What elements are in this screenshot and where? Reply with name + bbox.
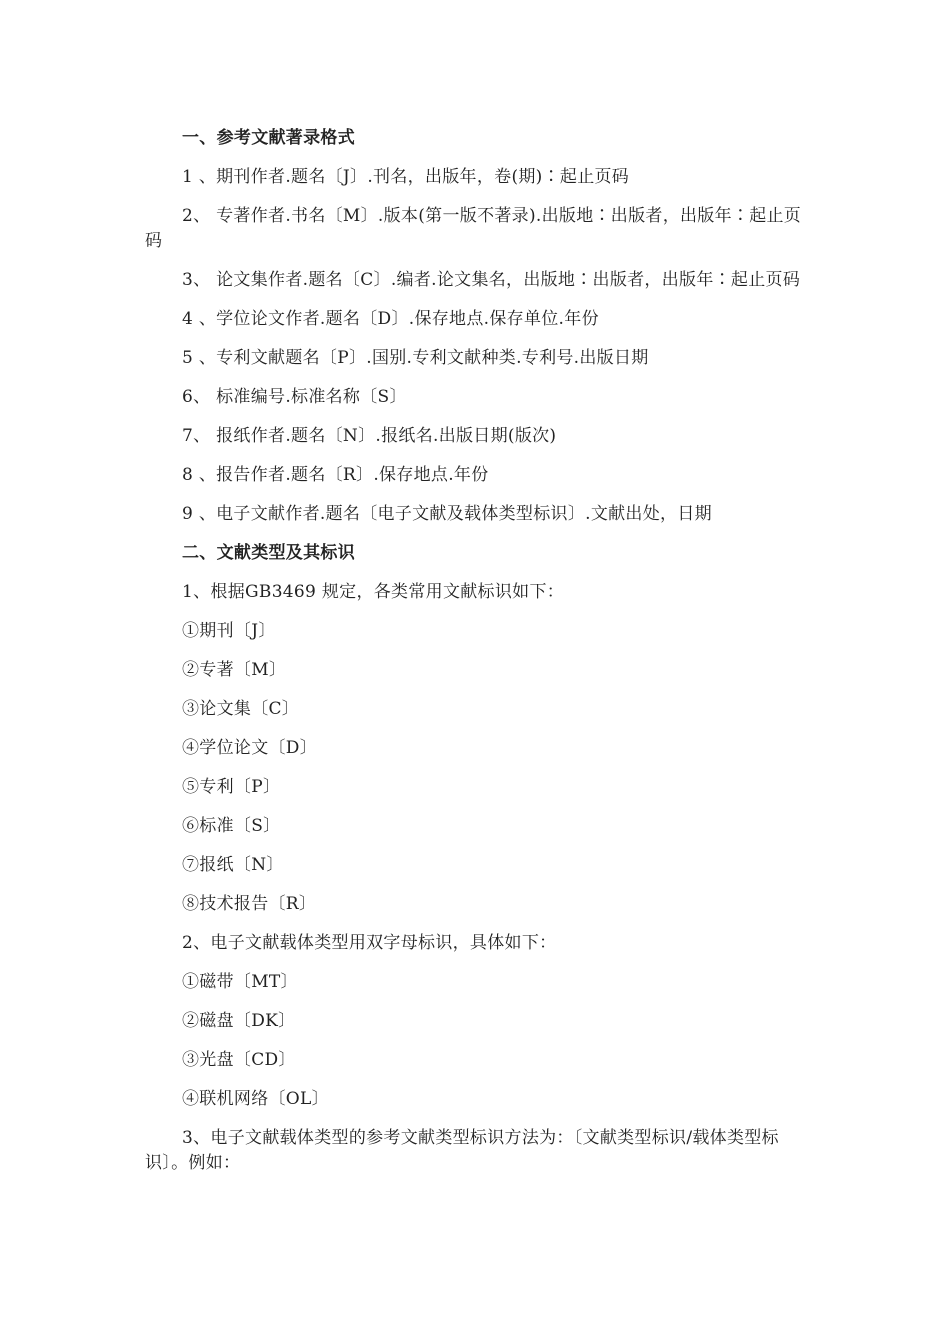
carrier-type-item: ②磁盘〔DK〕 (182, 1011, 296, 1031)
citation-format-item: 1 、期刊作者.题名〔J〕.刊名，出版年，卷(期)∶起止页码 (182, 167, 630, 187)
citation-format-item: 3、 论文集作者.题名〔C〕.编者.论文集名，出版地∶出版者，出版年∶起止页码 (182, 270, 801, 290)
document-type-item: ⑧技术报告〔R〕 (182, 894, 317, 914)
section-heading-citation-format: 一、参考文献著录格式 (182, 128, 355, 148)
carrier-type-item: ④联机网络〔OL〕 (182, 1089, 329, 1109)
citation-format-item: 7、 报纸作者.题名〔N〕.报纸名.出版日期(版次) (182, 426, 557, 446)
carrier-type-item: ③光盘〔CD〕 (182, 1050, 296, 1070)
document-type-item: ③论文集〔C〕 (182, 699, 300, 719)
section-heading-document-types: 二、文献类型及其标识 (182, 543, 355, 563)
citation-format-item: 9 、电子文献作者.题名〔电子文献及载体类型标识〕.文献出处，日期 (182, 504, 712, 524)
document-type-item: ⑤专利〔P〕 (182, 777, 281, 797)
citation-format-item: 8 、报告作者.题名〔R〕.保存地点.年份 (182, 465, 489, 485)
document-type-item: ⑦报纸〔N〕 (182, 855, 284, 875)
citation-format-item: 5 、专利文献题名〔P〕.国别.专利文献种类.专利号.出版日期 (182, 348, 649, 368)
citation-format-item: 2、 专著作者.书名〔M〕.版本(第一版不著录).出版地∶出版者，出版年∶起止页码 (145, 206, 802, 251)
carrier-type-item: ①磁带〔MT〕 (182, 972, 298, 992)
electronic-citation-method: 3、电子文献载体类型的参考文献类型标识方法为：〔文献类型标识/载体类型标识〕。例如： (145, 1128, 779, 1173)
document-type-item: ②专著〔M〕 (182, 660, 287, 680)
document-type-item: ①期刊〔J〕 (182, 621, 276, 641)
citation-format-item: 6、 标准编号.标准名称〔S〕 (182, 387, 407, 407)
document-body (145, 126, 805, 1190)
document-type-item: ④学位论文〔D〕 (182, 738, 318, 758)
document-type-item: ⑥标准〔S〕 (182, 816, 281, 836)
citation-format-item: 4 、学位论文作者.题名〔D〕.保存地点.保存单位.年份 (182, 309, 599, 329)
carrier-type-intro: 2、电子文献载体类型用双字母标识，具体如下： (182, 933, 557, 953)
document-type-intro: 1、根据GB3469 规定，各类常用文献标识如下： (182, 582, 565, 602)
